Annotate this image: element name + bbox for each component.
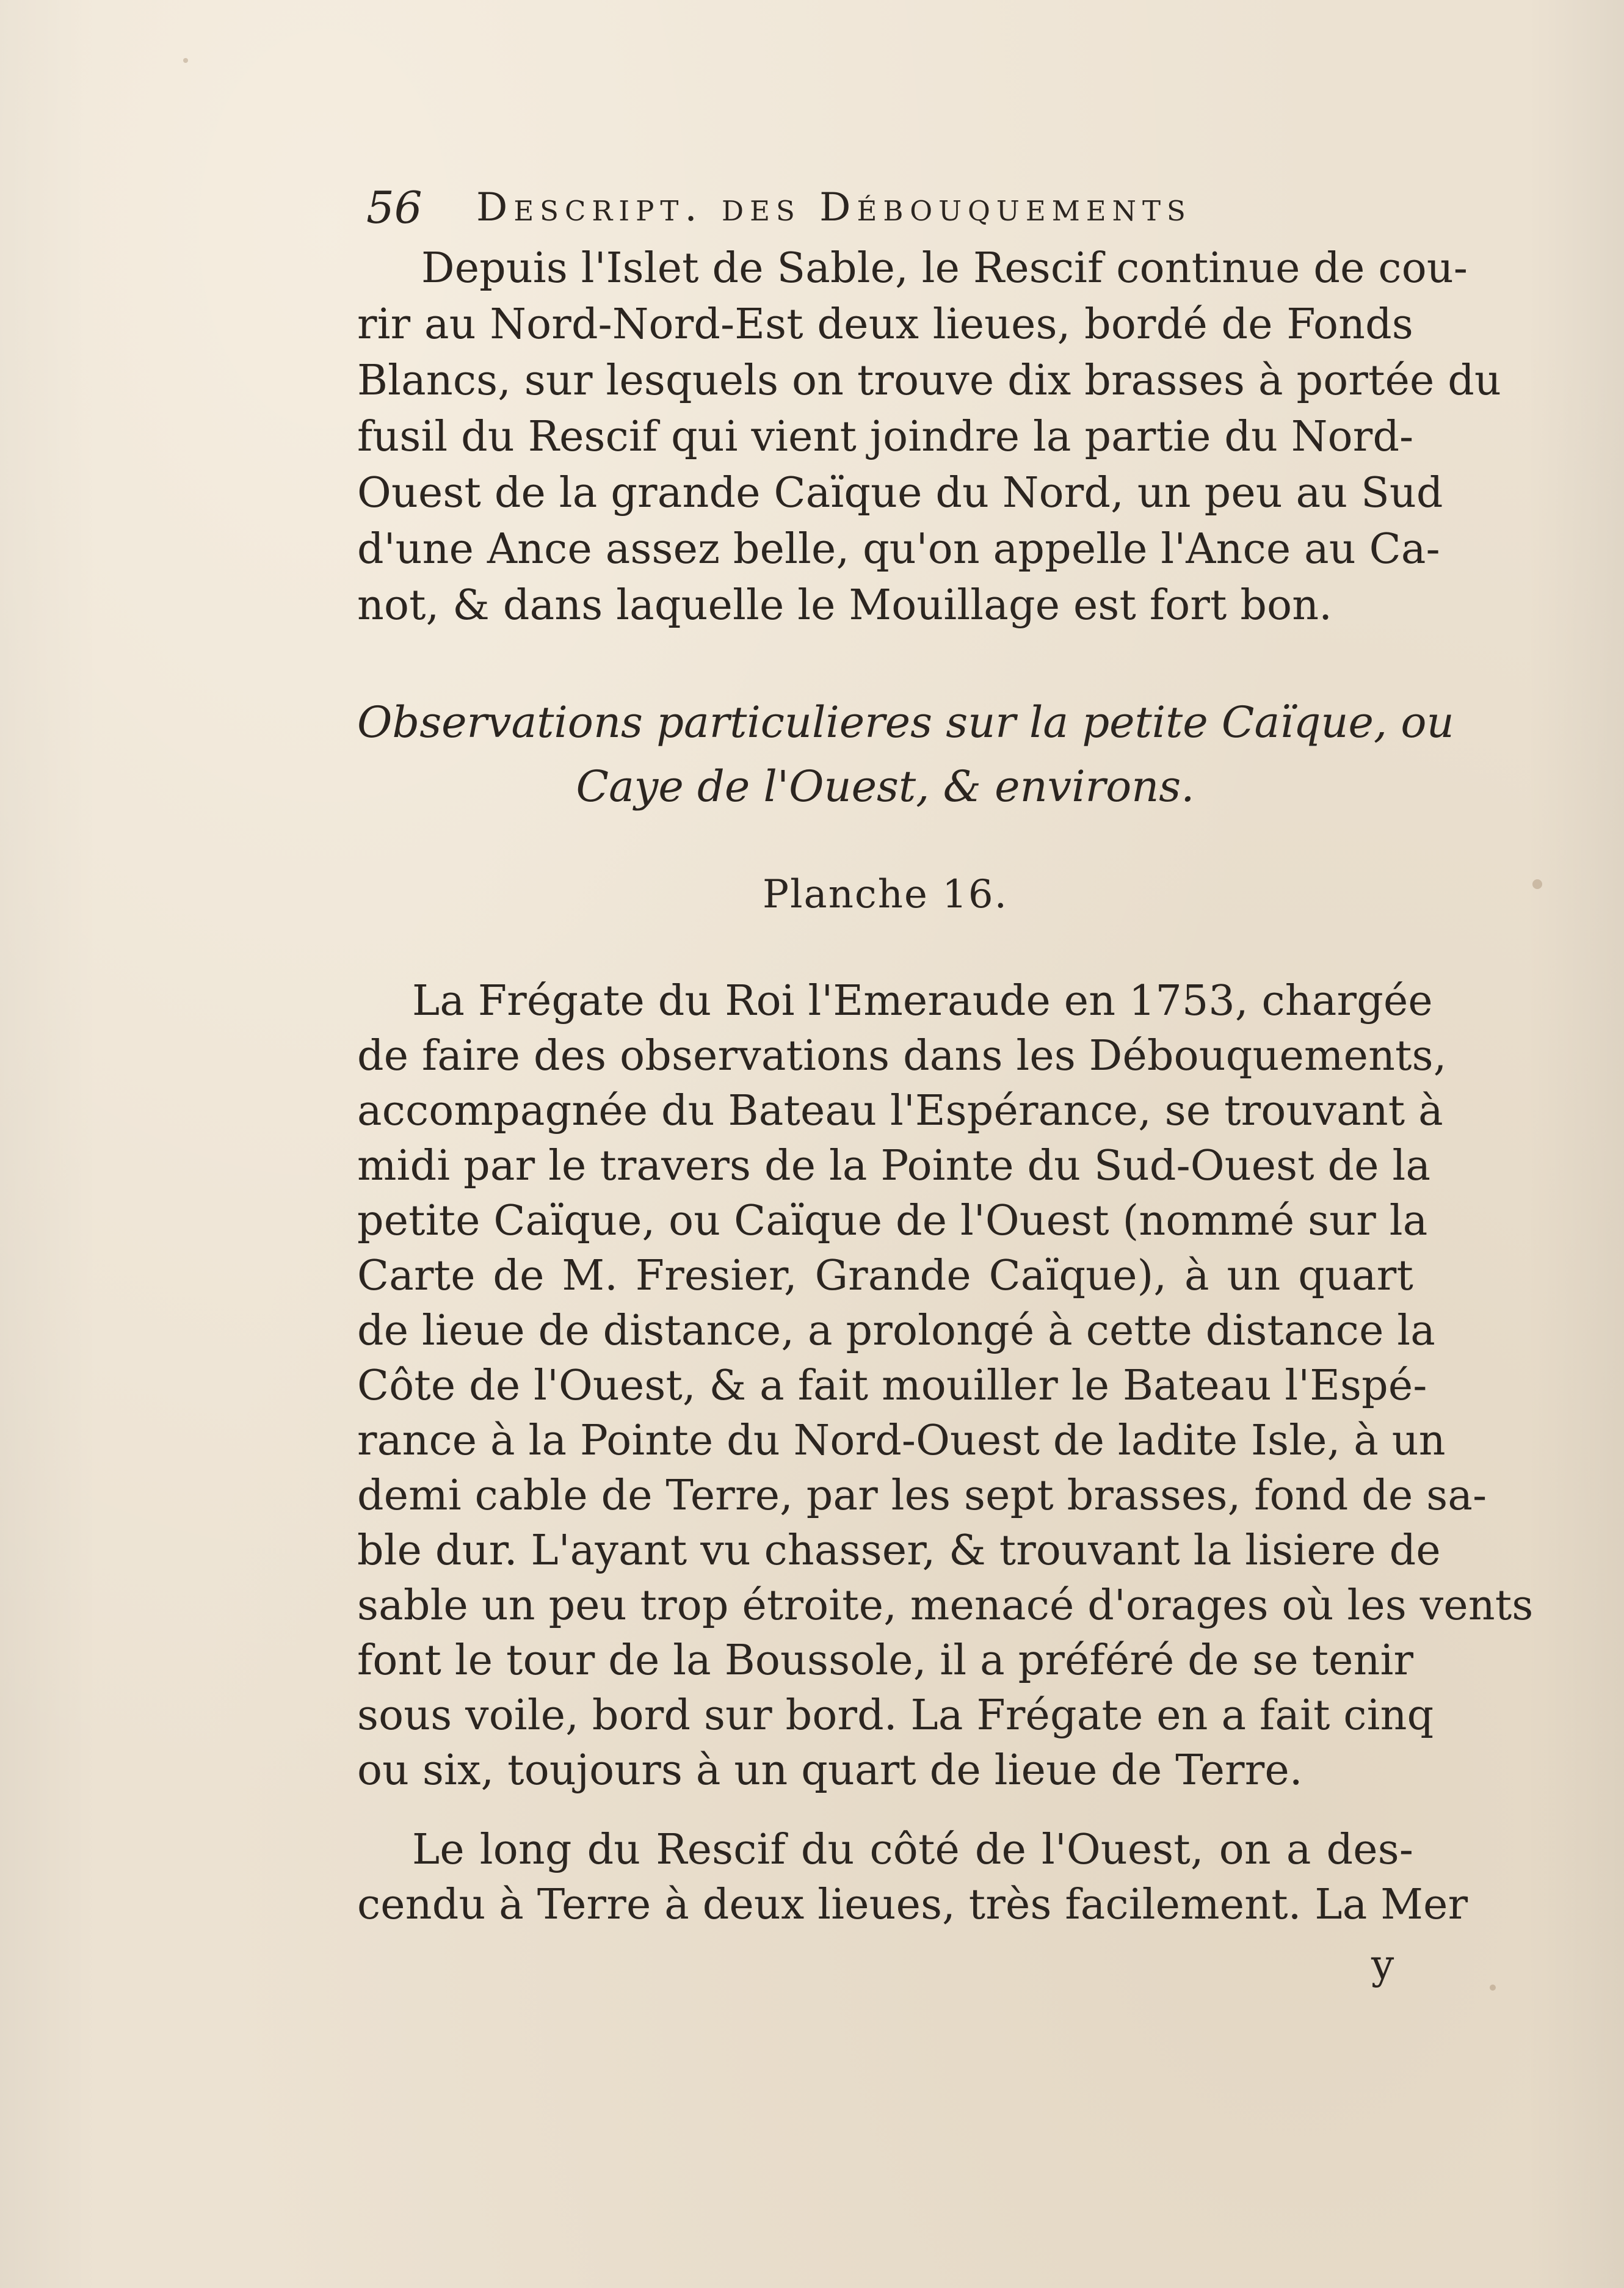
text-line: demi cable de Terre, par les sept brasses, fond de sa- [357, 1472, 1487, 1520]
text-line: Blancs, sur lesquels on trouve dix brasses à portée du [357, 357, 1502, 405]
running-title: Descript. des Débouquements [476, 185, 1192, 230]
text-line: not, & dans laquelle le Mouillage est fort bon. [357, 581, 1333, 630]
text-line: rance à la Pointe du Nord-Ouest de ladite Isle, à un [357, 1417, 1446, 1465]
text-line: Ouest de la grande Caïque du Nord, un peu au Sud [357, 469, 1443, 517]
text-line: sable un peu trop étroite, menacé d'orages où les vents [357, 1582, 1534, 1630]
page-number: 56 [366, 182, 422, 233]
text-line: d'une Ance assez belle, qu'on appelle l'Ance au Ca- [357, 525, 1440, 573]
text-line: Côte de l'Ouest, & a fait mouiller le Bateau l'Espé- [357, 1362, 1427, 1410]
text-line: de lieue de distance, a prolongé à cette distance la [357, 1307, 1436, 1355]
text-line: Carte de M. Fresier, Grande Caïque), à un quart [357, 1252, 1413, 1300]
text-line: ble dur. L'ayant vu chasser, & trouvant la lisiere de [357, 1527, 1441, 1575]
text-line: sous voile, bord sur bord. La Frégate en a fait cinq [357, 1691, 1434, 1740]
text-line: font le tour de la Boussole, il a préféré de se tenir [357, 1636, 1414, 1685]
running-header [366, 180, 1331, 235]
text-line: cendu à Terre à deux lieues, très facilement. La Mer [357, 1881, 1468, 1929]
text-line: petite Caïque, ou Caïque de l'Ouest (nommé sur la [357, 1197, 1428, 1245]
plate-reference: Planche 16. [763, 872, 1008, 917]
text-line: accompagnée du Bateau l'Espérance, se trouvant à [357, 1087, 1443, 1135]
section-title-line-2: Caye de l'Ouest, & environs. [576, 761, 1195, 812]
paper-spot [183, 58, 188, 63]
text-line: ou six, toujours à un quart de lieue de Terre. [357, 1746, 1303, 1795]
text-line: Le long du Rescif du côté de l'Ouest, on a des- [412, 1826, 1413, 1874]
text-line: La Frégate du Roi l'Emeraude en 1753, chargée [412, 977, 1433, 1025]
text-line: fusil du Rescif qui vient joindre la partie du Nord- [357, 413, 1414, 461]
text-line: de faire des observations dans les Débouquements, [357, 1032, 1447, 1080]
section-title-line-1: Observations particulieres sur la petite Caïque, ou [357, 697, 1454, 747]
text-line: midi par le travers de la Pointe du Sud-Ouest de la [357, 1142, 1431, 1190]
paper-spot [1532, 879, 1542, 889]
text-line: rir au Nord-Nord-Est deux lieues, bordé de Fonds [357, 300, 1413, 349]
text-line: Depuis l'Islet de Sable, le Rescif continue de cou- [421, 244, 1468, 292]
catchword: y [1371, 1941, 1394, 1988]
paper-spot [1490, 1985, 1496, 1991]
